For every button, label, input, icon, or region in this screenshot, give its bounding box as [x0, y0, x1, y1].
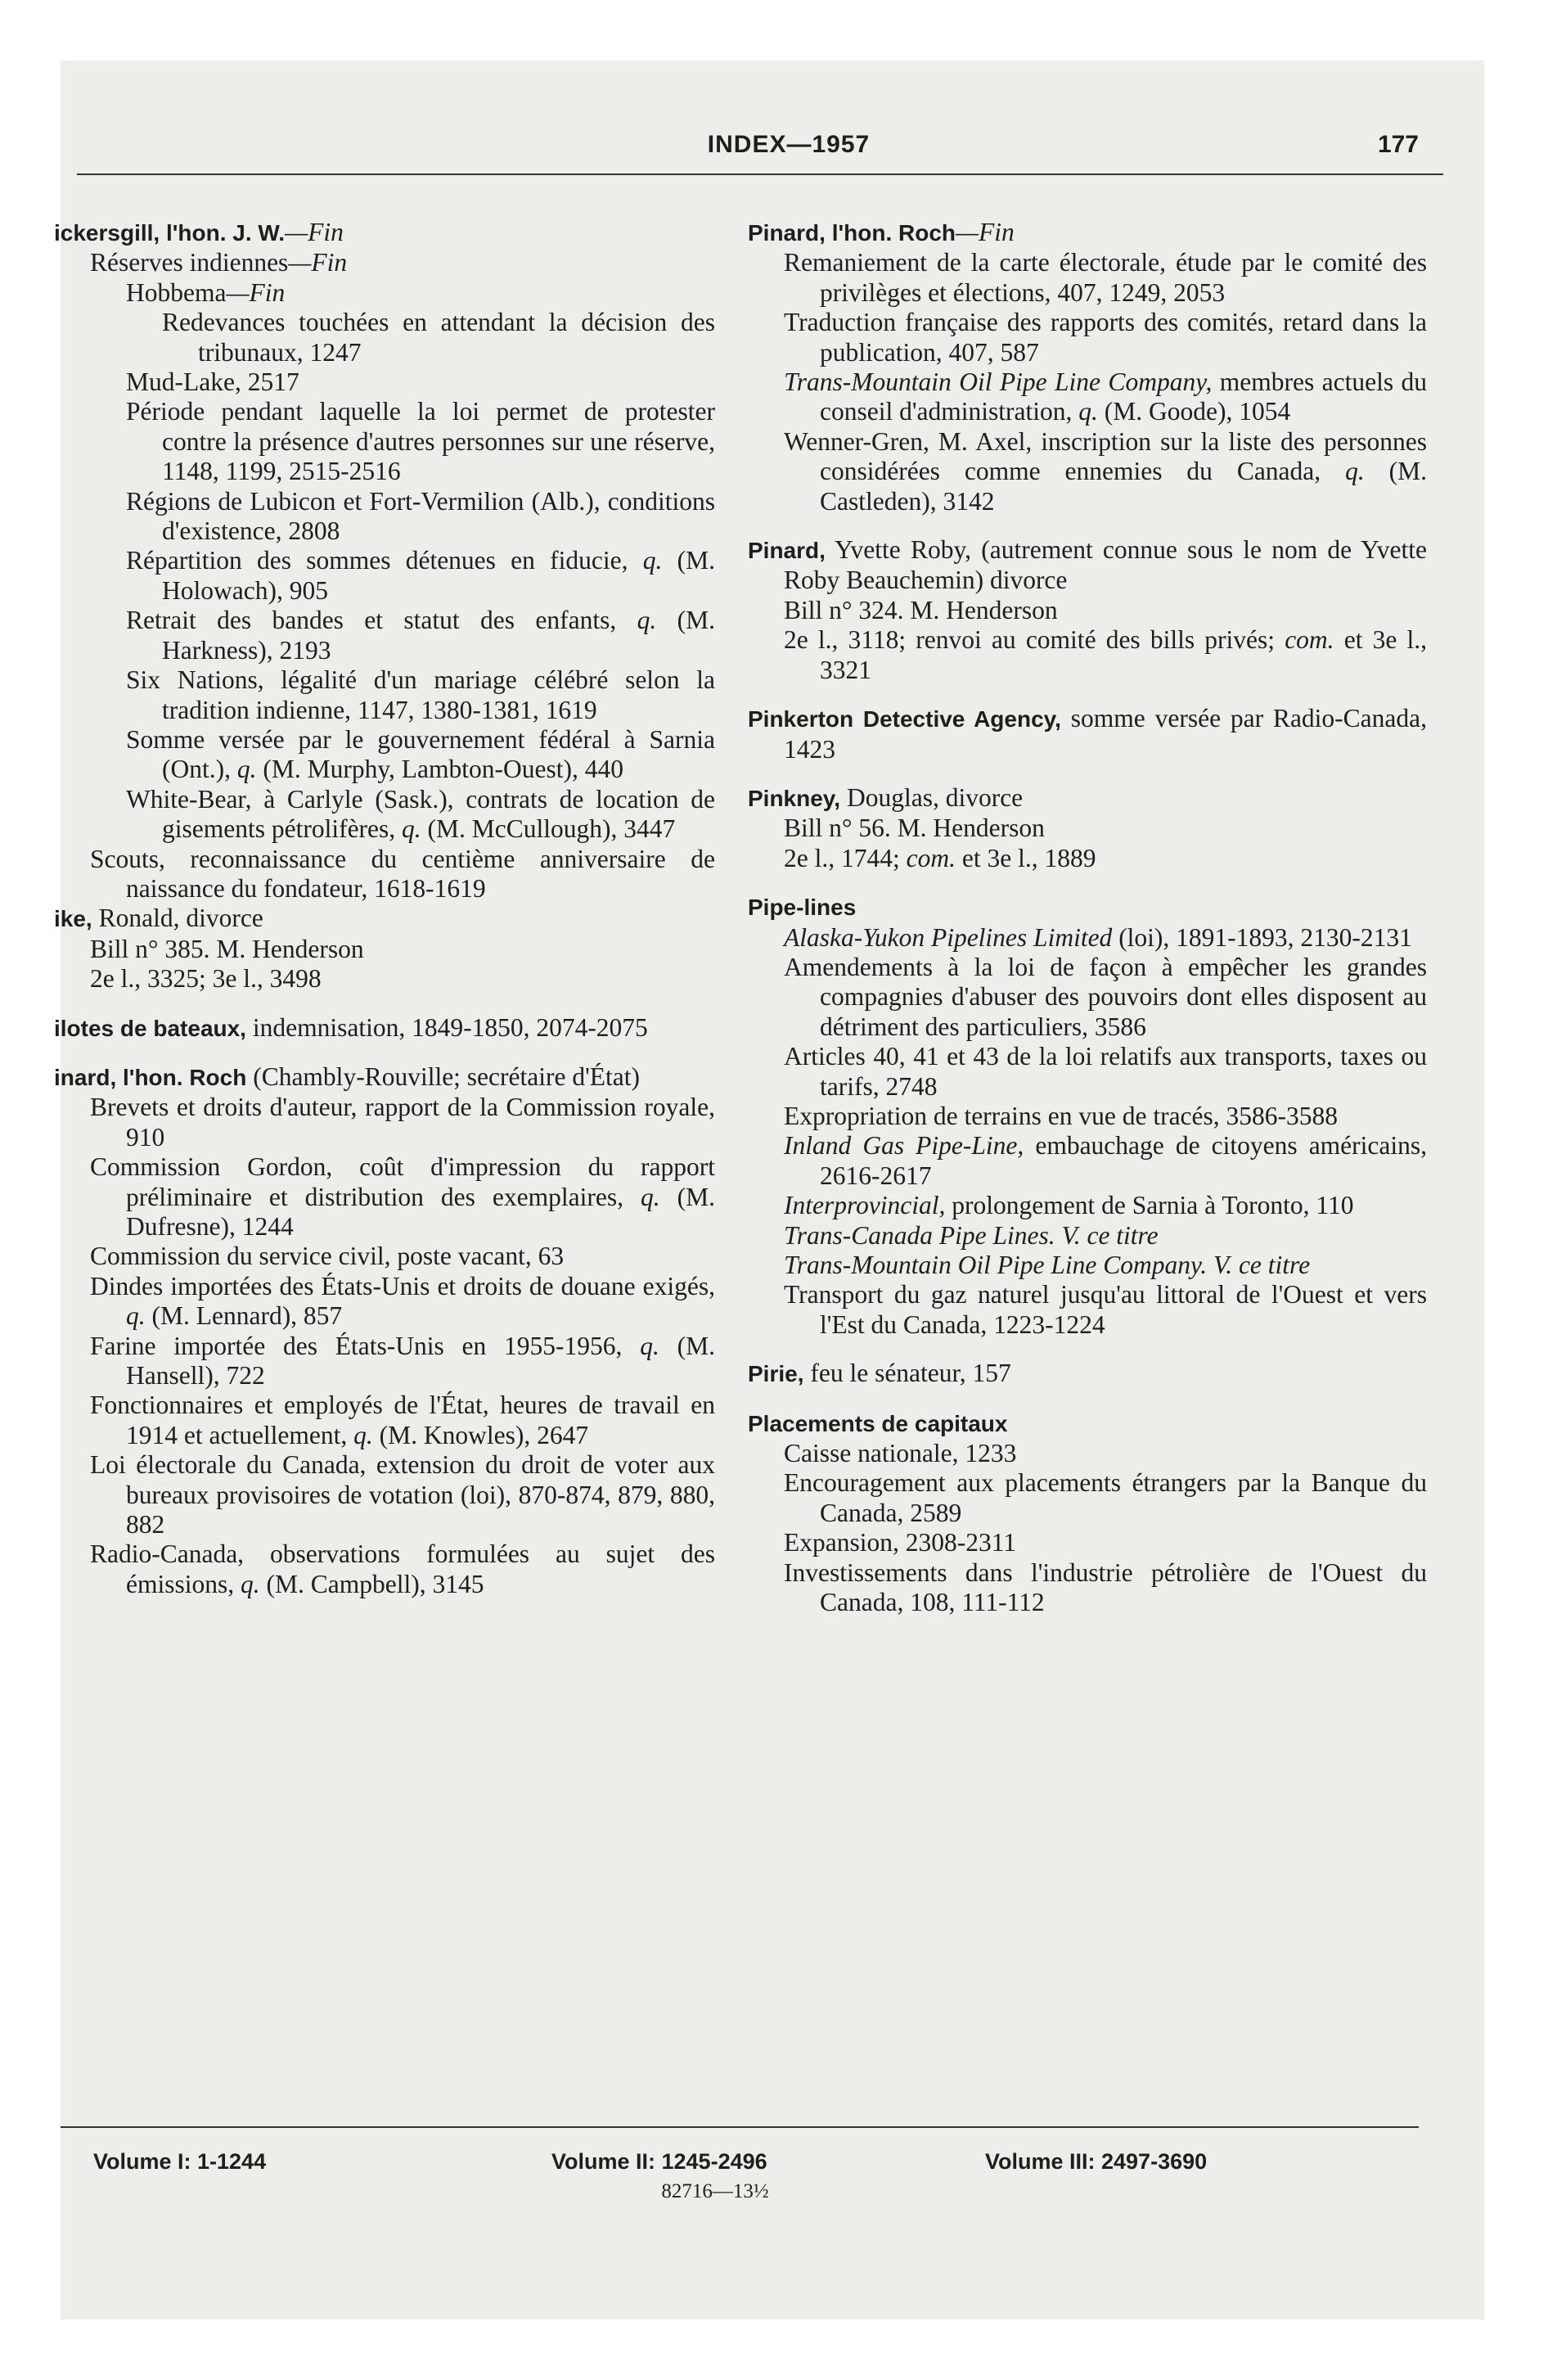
entry-text: q. — [236, 755, 257, 784]
index-entry — [748, 596, 1427, 625]
index-entry — [748, 1409, 1427, 1439]
index-entry — [748, 367, 1427, 427]
entry-text: Dindes importées des États-Unis et droits de douane exigés, — [90, 1271, 715, 1300]
entry-text: (M. Holowach), 905 — [162, 546, 716, 605]
entry-text: Encouragement aux placements étrangers par la Banque du Canada, 2589 — [784, 1468, 1427, 1527]
entry-heading: Pirie, — [748, 1361, 804, 1387]
index-entry — [54, 725, 715, 785]
entry-text: Ronald, divorce — [92, 904, 263, 933]
entry-text: Six Nations, légalité d'un mariage célébré selon la tradition indienne, 1147, 1380-1381, 1619 — [126, 665, 715, 724]
index-entry — [748, 814, 1427, 843]
entry-text: Traduction française des rapports des comités, retard dans la publication, 407, 587 — [784, 308, 1427, 367]
index-entry — [54, 397, 715, 486]
index-entry — [54, 606, 715, 665]
index-entry — [54, 1332, 715, 1391]
index-entry — [748, 1558, 1427, 1618]
entry-text: White-Bear, à Carlyle (Sask.), contrats de location de gisements pétrolifères, — [126, 784, 715, 844]
entry-heading: Pinard, l'hon. Roch — [748, 220, 956, 246]
index-entry — [54, 845, 715, 904]
entry-text: (M. Knowles), 2647 — [372, 1420, 589, 1449]
entry-text: Interprovincial, — [784, 1191, 946, 1220]
entry-text: Fonctionnaires et employés de l'État, heures de travail en 1914 et actuellement, — [90, 1391, 715, 1449]
entry-text: Trans-Canada Pipe Lines. V. ce titre — [784, 1220, 1159, 1250]
entry-text: (M. Harkness), 2193 — [162, 606, 716, 665]
entry-text: Somme versée par le gouvernement fédéral à Sarnia (Ont.), — [126, 724, 715, 784]
index-entry — [54, 278, 715, 308]
entry-text: Amendements à la loi de façon à empêcher les grandes compagnies d'abuser des pouvoirs dont elles disposent au détriment des particuliers, 3586 — [784, 952, 1427, 1041]
entry-text: q. — [642, 546, 663, 575]
entry-text: Redevances touchées en attendant la décision des tribunaux, 1247 — [162, 308, 715, 367]
index-entry — [54, 1152, 715, 1242]
index-entry — [54, 546, 715, 606]
entry-text: Commission Gordon, coût d'impression du rapport préliminaire et distribution des exemplaires, — [90, 1152, 715, 1211]
entry-text: prolongement de Sarnia à Toronto, 110 — [945, 1191, 1354, 1220]
entry-text: (loi), 1891-1893, 2130-2131 — [1112, 922, 1412, 952]
index-entry — [748, 218, 1427, 248]
left-column — [54, 218, 716, 1599]
index-entry — [54, 935, 715, 964]
entry-text: —Fin — [226, 277, 286, 307]
entry-text: somme versée par Radio-Canada, 1423 — [784, 704, 1427, 764]
index-entry — [54, 1391, 715, 1450]
entry-text: 2e l., 1744; — [784, 843, 907, 872]
entry-text: (M. Dufresne), 1244 — [126, 1182, 716, 1241]
entry-heading: Pipe-lines — [748, 895, 857, 921]
entry-heading: ickersgill, l'hon. J. W. — [54, 220, 286, 246]
entry-text: Loi électorale du Canada, extension du droit de voter aux bureaux provisoires de votation (loi), 870-874, 879, 880, 882 — [90, 1450, 715, 1539]
index-entry — [54, 1013, 715, 1044]
entry-text: Articles 40, 41 et 43 de la loi relatifs aux transports, taxes ou tarifs, 2748 — [784, 1042, 1427, 1101]
entry-text: Trans-Mountain Oil Pipe Line Company. V. ce titre — [784, 1251, 1311, 1279]
entry-text: Commission du service civil, poste vacant, 63 — [90, 1242, 565, 1271]
entry-text: q. — [402, 814, 421, 844]
entry-text: (M. McCullough), 3447 — [421, 814, 676, 844]
index-entry — [748, 1528, 1427, 1557]
volume-three-range: Volume III: 2497-3690 — [985, 2149, 1208, 2174]
index-entry — [54, 785, 715, 845]
entry-heading: ike, — [54, 906, 92, 932]
page-footer — [61, 2149, 1484, 2182]
entry-text: Inland Gas Pipe-Line, — [784, 1131, 1024, 1161]
entry-text: q. — [353, 1420, 373, 1449]
entry-text: Régions de Lubicon et Fort-Vermilion (Alb.), conditions d'existence, 2808 — [126, 486, 715, 546]
entry-text: Mud-Lake, 2517 — [126, 367, 299, 397]
entry-text: (M. Hansell), 722 — [126, 1331, 716, 1391]
index-entry — [54, 665, 715, 725]
entry-text: com. — [906, 843, 956, 872]
entry-text: (M. Lennard), 857 — [145, 1301, 343, 1331]
index-entry — [748, 892, 1427, 922]
entry-heading: Pinard, — [748, 538, 826, 564]
index-entry — [748, 1280, 1427, 1340]
entry-text: (M. Goode), 1054 — [1097, 397, 1291, 426]
index-entry — [748, 1359, 1427, 1389]
entry-text: Expropriation de terrains en vue de tracés, 3586-3588 — [784, 1101, 1339, 1130]
volume-one-range: Volume I: 1-1244 — [93, 2149, 267, 2174]
entry-text: Brevets et droits d'auteur, rapport de la Commission royale, 910 — [90, 1093, 715, 1152]
index-entry — [748, 535, 1427, 596]
entry-text: Remaniement de la carte électorale, étude par le comité des privilèges et élections, 407, 1249, 2053 — [784, 248, 1427, 307]
entry-text: Transport du gaz naturel jusqu'au littoral de l'Ouest et vers l'Est du Canada, 1223-1224 — [784, 1280, 1427, 1339]
index-entry — [54, 248, 715, 277]
index-entry — [748, 1042, 1427, 1102]
index-entry — [748, 427, 1427, 516]
entry-text: indemnisation, 1849-1850, 2074-2075 — [245, 1012, 648, 1042]
entry-text: Farine importée des États-Unis en 1955-1956, — [90, 1331, 641, 1360]
index-entry — [748, 248, 1427, 308]
entry-text: q. — [126, 1301, 146, 1331]
entry-text: Période pendant laquelle la loi permet de protester contre la présence d'autres personnes sur une réserve, 1148, 1199, 2515-2516 — [126, 397, 715, 486]
entry-text: q. — [641, 1182, 660, 1211]
index-entry — [748, 1221, 1427, 1251]
entry-text: (Chambly-Rouville; secrétaire d'État) — [246, 1062, 640, 1091]
index-entry — [54, 1062, 715, 1093]
index-entry — [748, 1468, 1427, 1528]
entry-heading: Pinkney, — [748, 785, 841, 811]
right-column — [748, 218, 1427, 1617]
entry-heading: inard, l'hon. Roch — [54, 1064, 247, 1090]
entry-heading: ilotes de bateaux, — [54, 1015, 246, 1041]
entry-text: et 3e l., 1889 — [955, 843, 1096, 872]
entry-text: membres actuels du conseil d'administration, — [820, 367, 1428, 426]
entry-text: Retrait des bandes et statut des enfants, — [126, 606, 637, 635]
entry-text: Investissements dans l'industrie pétrolière de l'Ouest du Canada, 108, 111-112 — [784, 1557, 1427, 1617]
index-entry — [54, 1093, 715, 1152]
index-entry — [54, 1242, 715, 1271]
entry-text: Réserves indiennes — [90, 248, 289, 277]
printer-code: 82716—13½ — [661, 2180, 769, 2202]
index-entry — [748, 1191, 1427, 1220]
entry-text: q. — [1078, 397, 1098, 426]
entry-text: —Fin — [285, 218, 344, 246]
index-entry — [748, 704, 1427, 764]
entry-text: q. — [640, 1331, 659, 1360]
entry-text: q. — [241, 1569, 260, 1598]
entry-text: Radio-Canada, observations formulées au sujet des émissions, — [90, 1539, 715, 1598]
index-entry — [748, 1131, 1427, 1191]
entry-text: Scouts, reconnaissance du centième anniversaire de naissance du fondateur, 1618-1619 — [90, 844, 715, 903]
index-entry — [54, 487, 715, 547]
index-entry — [54, 367, 715, 397]
entry-text: Répartition des sommes détenues en fiducie, — [126, 546, 643, 575]
index-entry — [54, 308, 715, 367]
entry-text: Hobbema — [126, 277, 227, 307]
entry-text: Alaska-Yukon Pipelines Limited — [784, 922, 1113, 952]
entry-text: com. — [1285, 625, 1334, 655]
entry-text: et 3e l., 3321 — [820, 625, 1427, 684]
volume-two-range: Volume II: 1245-2496 — [551, 2149, 767, 2174]
entry-text: Bill n° 56. M. Henderson — [784, 814, 1045, 843]
header-rule — [77, 174, 1443, 175]
entry-text: Caisse nationale, 1233 — [784, 1439, 1017, 1468]
index-entry — [748, 1439, 1427, 1468]
entry-text: Trans-Mountain Oil Pipe Line Company, — [784, 367, 1213, 397]
index-entry — [54, 1539, 715, 1599]
entry-text: q. — [637, 606, 657, 635]
entry-text: Wenner-Gren, M. Axel, inscription sur la liste des personnes considérées comme ennemies du Canada, — [784, 426, 1427, 486]
entry-text: (M. Campbell), 3145 — [259, 1569, 484, 1598]
entry-text: Douglas, divorce — [840, 782, 1024, 812]
entry-heading: Placements de capitaux — [748, 1410, 1008, 1436]
index-entry — [748, 625, 1427, 685]
index-entry — [748, 308, 1427, 367]
index-entry — [748, 953, 1427, 1042]
index-entry — [748, 1102, 1427, 1131]
index-entry — [54, 218, 715, 248]
index-entry — [748, 1251, 1427, 1280]
index-entry — [54, 1272, 715, 1332]
index-page — [54, 61, 1484, 2319]
index-entry — [54, 904, 715, 934]
page-header — [61, 131, 1484, 183]
entry-text: Bill n° 324. M. Henderson — [784, 595, 1058, 624]
entry-text: 2e l., 3325; 3e l., 3498 — [90, 964, 322, 994]
index-entry — [748, 923, 1427, 953]
entry-text: —Fin — [956, 218, 1015, 246]
entry-text: 2e l., 3118; renvoi au comité des bills privés; — [784, 625, 1285, 655]
entry-text: (M. Castleden), 3142 — [820, 457, 1428, 516]
entry-text: q. — [1345, 457, 1365, 486]
page-number: 177 — [1377, 131, 1419, 158]
footer-rule — [61, 2126, 1419, 2128]
index-entry — [748, 844, 1427, 873]
index-entry — [748, 783, 1427, 814]
entry-text: (M. Murphy, Lambton-Ouest), 440 — [256, 755, 624, 784]
entry-text: —Fin — [288, 248, 348, 277]
entry-text: feu le sénateur, 157 — [803, 1359, 1011, 1388]
entry-text: Bill n° 385. M. Henderson — [90, 934, 364, 963]
entry-text: Expansion, 2308-2311 — [784, 1528, 1017, 1557]
running-title: INDEX—1957 — [707, 131, 871, 158]
entry-text: embauchage de citoyens américains, 2616-2617 — [820, 1131, 1428, 1190]
entry-text: Yvette Roby, (autrement connue sous le nom de Yvette Roby Beauchemin) divorce — [784, 535, 1427, 595]
index-entry — [54, 964, 715, 994]
index-entry — [54, 1450, 715, 1539]
entry-heading: Pinkerton Detective Agency, — [748, 706, 1061, 732]
